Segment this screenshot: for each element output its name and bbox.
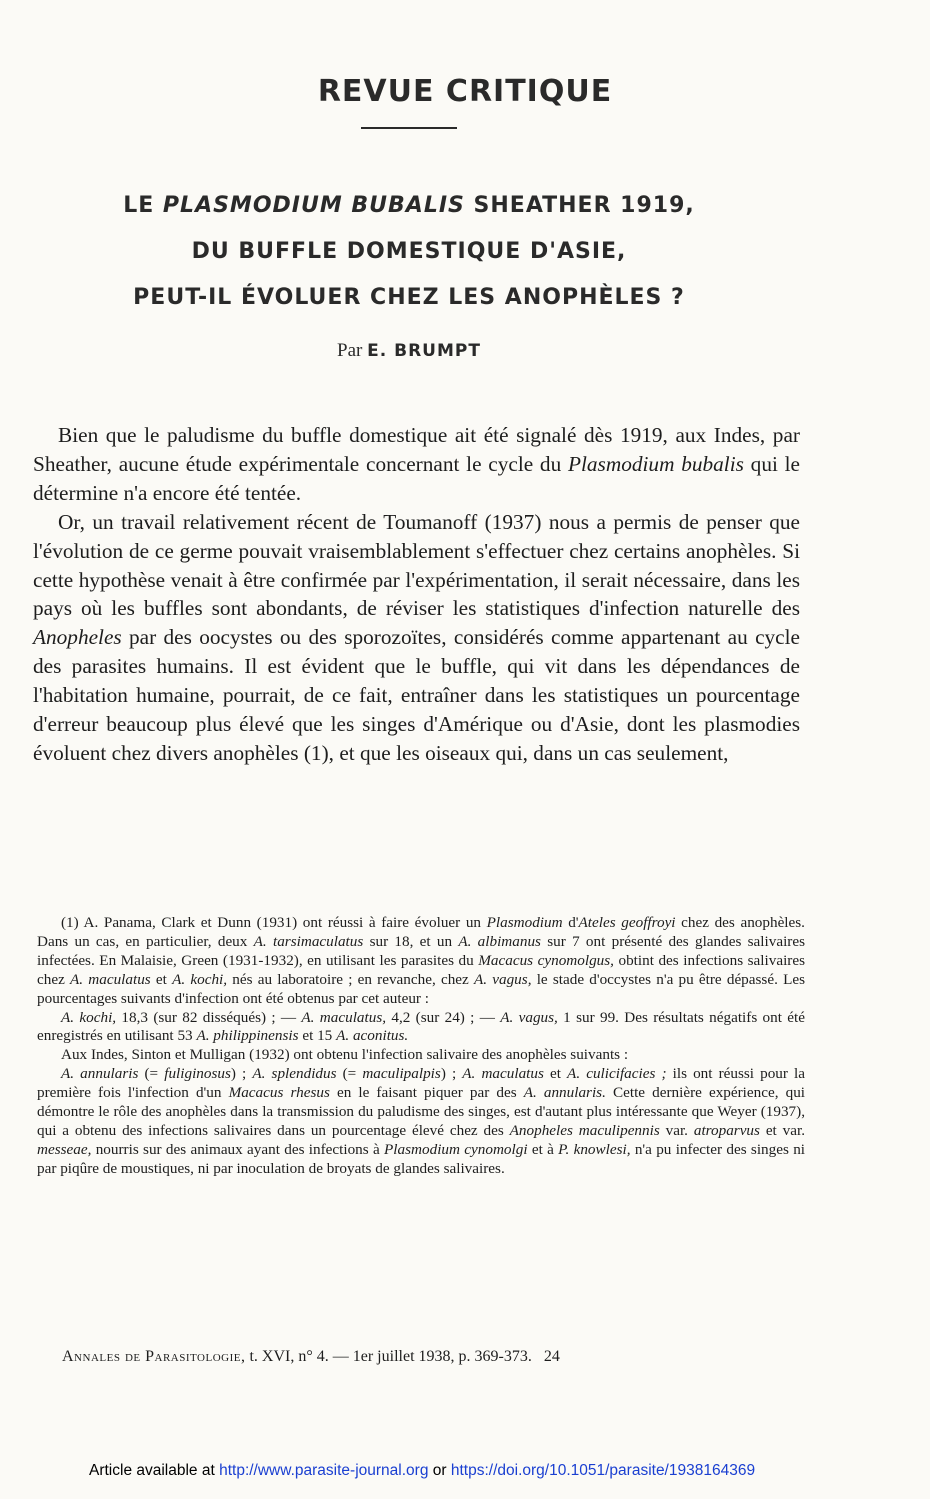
text-run: var. <box>659 1121 694 1139</box>
text-run: d' <box>562 914 579 931</box>
species-name: A. kochi, <box>172 970 228 988</box>
species-name: A. vagus, <box>500 1008 558 1026</box>
species-name: Plasmodium <box>486 914 563 931</box>
species-name: A. annularis <box>61 1065 139 1083</box>
text-run: et <box>543 1065 568 1083</box>
text-run: nourris sur des animaux ayant des infections à <box>91 1140 385 1158</box>
species-name: A. splendidus <box>252 1065 337 1083</box>
footnote-paragraph-3 <box>37 1046 805 1065</box>
footnote-paragraph-2 <box>37 1009 805 1047</box>
text-run: sur 7 ont présenté des glandes salivaires infectées. En Malaisie, Green (1931-1932), en utilisant les parasites du <box>37 932 805 969</box>
species-name: Ateles geoffroyi <box>578 914 676 931</box>
footnote <box>37 914 805 1179</box>
text-run: sur 18, et un <box>363 932 459 950</box>
text-run: Or, un travail relativement récent de Toumanoff (1937) nous a permis de penser que l'évolution de ce germe pouvait vraisemblablement s'effectuer chez certains anophèles. Si cette hypothèse venait à être confirmée par l'expérimentation, il serait nécessaire, dans les pays où les buffles sont abondants, de réviser les statistiques d'infection naturelle des <box>33 509 800 621</box>
text-run: et <box>150 970 173 988</box>
species-name: A. philippinensis <box>196 1027 299 1045</box>
section-heading: REVUE CRITIQUE <box>317 74 613 109</box>
footnote-paragraph-1 <box>37 914 805 1009</box>
species-name: Plasmodium bubalis <box>567 451 744 476</box>
species-name: fuliginosus <box>164 1065 231 1083</box>
species-name: A. albimanus <box>458 932 541 950</box>
species-name: Macacus rhesus <box>228 1084 330 1102</box>
doi-link[interactable]: https://doi.org/10.1051/parasite/1938164369 <box>450 1462 756 1479</box>
author-name: E. BRUMPT <box>367 341 481 361</box>
paragraph-2 <box>33 508 800 768</box>
species-name: maculipalpis <box>362 1065 441 1083</box>
title-species: PLASMODIUM BUBALIS <box>162 193 465 218</box>
species-name: A. vagus, <box>473 970 532 988</box>
species-name: A. maculatus, <box>301 1008 387 1026</box>
text-run: par des oocystes ou des sporozoïtes, considérés comme appartenant au cycle des parasites humains. Il est évident que le buffle, qui vit dans les dépendances de l'habitation humaine, pourrait, de ce fait, entraîner dans les statistiques un pourcentage d'erreur beaucoup plus élevé que les singes d'Amérique ou d'Asie, dont les plasmodies évoluent chez divers anophèles (1), et que les oiseaux qui, dans un cas seulement, <box>33 625 800 765</box>
species-name: Anopheles <box>33 625 122 650</box>
text-run: ) ; <box>230 1065 253 1083</box>
article-body <box>33 421 800 768</box>
text-run: et 15 <box>298 1027 337 1045</box>
footnote-paragraph-4 <box>37 1065 805 1178</box>
text-run: ) ; <box>440 1065 463 1083</box>
species-name: A. kochi, <box>61 1008 117 1026</box>
text-run: (= <box>336 1065 363 1083</box>
byline <box>0 340 818 362</box>
species-name: A. aconitus. <box>336 1027 409 1045</box>
availability-or: or <box>428 1462 451 1479</box>
text-run: en le faisant piquer par des <box>329 1084 524 1102</box>
species-name: A. annularis. <box>523 1084 606 1102</box>
availability-prefix: Article available at <box>89 1462 220 1479</box>
article-title-line-2: DU BUFFLE DOMESTIQUE D'ASIE, <box>191 239 627 264</box>
paragraph-1 <box>33 421 800 508</box>
text-run: 1 sur 99. Des résultats négatifs ont été enregistrés en utilisant 53 <box>37 1008 805 1045</box>
species-name: Macacus cynomolgus, <box>478 951 614 969</box>
text-run: ils ont réussi pour la première fois l'infection d'un <box>37 1065 805 1102</box>
availability-note <box>89 1462 849 1480</box>
text-run: et var. <box>759 1121 805 1139</box>
species-name: A. tarsimaculatus <box>253 932 364 950</box>
text-run: (1) A. Panama, Clark et Dunn (1931) ont réussi à faire évoluer un <box>61 914 487 931</box>
text-run: et à <box>527 1140 559 1158</box>
text-run: nés au laboratoire ; en revanche, chez <box>227 970 474 988</box>
species-name: Anopheles maculipennis <box>509 1121 660 1139</box>
text-run: Aux Indes, Sinton et Mulligan (1932) ont obtenu l'infection salivaire des anophèles suivants : <box>61 1046 629 1064</box>
heading-rule <box>361 127 457 129</box>
species-name: messeae, <box>37 1140 92 1158</box>
journal-link[interactable]: http://www.parasite-journal.org <box>219 1462 429 1479</box>
text-run: Cette dernière expérience, qui démontre le rôle des anophèles dans la transmission du paludisme des singes, est d'autant plus intéressante que Weyer (1937), qui a obtenu des infections salivaires dans un pourcentage élevé chez des <box>37 1084 806 1139</box>
text-run: 18,3 (sur 82 disséqués) ; — <box>116 1008 302 1026</box>
journal-citation <box>62 1348 802 1366</box>
species-name: P. knowlesi, <box>558 1140 631 1158</box>
article-title-line-3: PEUT-IL ÉVOLUER CHEZ LES ANOPHÈLES ? <box>133 285 685 310</box>
title-text: LE <box>123 193 163 218</box>
text-run: 4,2 (sur 24) ; — <box>386 1008 501 1026</box>
citation-details: t. XVI, n° 4. — 1er juillet 1938, p. 369-373. <box>245 1348 532 1365</box>
sheet-number: 24 <box>543 1348 560 1365</box>
text-run: n'a pu infecter des singes ni par piqûre de moustiques, ni par inoculation de broyats de glandes salivaires. <box>37 1140 806 1177</box>
species-name: atroparvus <box>693 1121 760 1139</box>
species-name: A. maculatus <box>70 970 151 988</box>
text-run: qui le détermine n'a encore été tentée. <box>33 451 800 505</box>
text-run: Bien que le paludisme du buffle domestique ait été signalé dès 1919, aux Indes, par Sheather, aucune étude expérimentale concernant le cycle du <box>33 423 800 476</box>
species-name: Plasmodium cynomolgi <box>384 1140 528 1158</box>
species-name: A. maculatus <box>462 1065 544 1083</box>
article-title-line-1 <box>0 193 818 218</box>
title-text: SHEATHER 1919, <box>464 193 695 218</box>
text-run: obtint des infections salivaires chez <box>37 951 805 988</box>
journal-name: Annales de Parasitologie, <box>62 1348 246 1365</box>
byline-prefix: Par <box>337 340 368 361</box>
text-run: chez des anophèles. Dans un cas, en particulier, deux <box>37 914 805 950</box>
species-name: A. culicifacies ; <box>567 1065 667 1083</box>
text-run: (= <box>138 1065 165 1083</box>
text-run: le stade d'occystes n'a pu être dépassé. Les pourcentages suivants d'infection ont été obtenus par cet auteur : <box>37 970 806 1007</box>
